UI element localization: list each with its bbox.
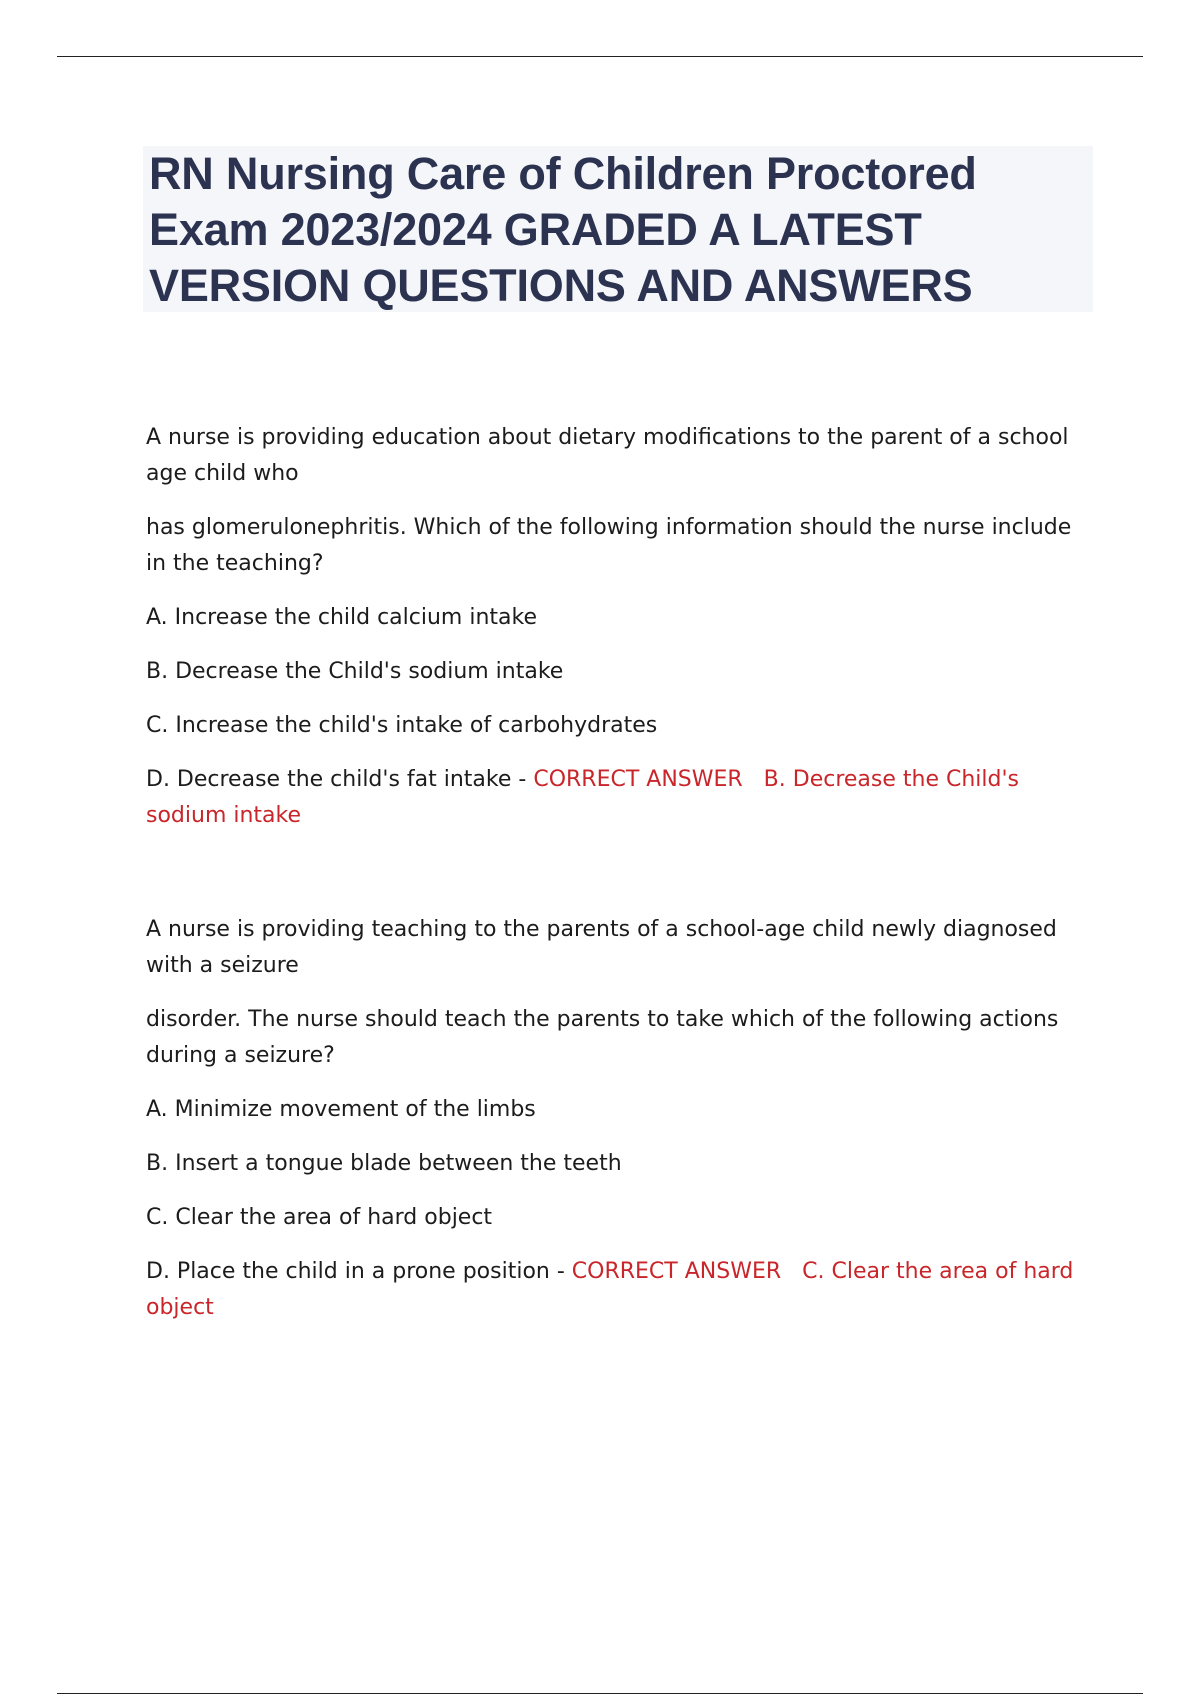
option-a: A. Increase the child calcium intake <box>146 605 537 630</box>
option-a: A. Minimize movement of the limbs <box>146 1097 536 1122</box>
option-b: B. Insert a tongue blade between the teeth <box>146 1151 622 1176</box>
question-stem-line2: has glomerulonephritis. Which of the following information should the nurse include in the teaching? <box>146 515 1072 576</box>
option-d <box>146 762 1096 834</box>
document-content <box>146 420 1096 1404</box>
correct-answer-text: C. Clear the area of hard object <box>146 1259 1074 1320</box>
option-d-text: D. Place the child in a prone position - <box>146 1259 572 1284</box>
document-title: RN Nursing Care of Children Proctored Exam 2023/2024 GRADED A LATEST VERSION QUESTIONS AND ANSWERS <box>149 148 977 311</box>
question-stem-line1: A nurse is providing education about dietary modifications to the parent of a school age child who <box>146 425 1069 486</box>
question-stem-line2: disorder. The nurse should teach the parents to take which of the following actions during a seizure? <box>146 1007 1059 1068</box>
question-1 <box>146 420 1096 834</box>
option-d <box>146 1254 1096 1326</box>
option-d-text: D. Decrease the child's fat intake - <box>146 767 534 792</box>
option-c: C. Clear the area of hard object <box>146 1205 493 1230</box>
question-stem-line1: A nurse is providing teaching to the parents of a school-age child newly diagnosed with a seizure <box>146 917 1057 978</box>
correct-answer-label: CORRECT ANSWER <box>533 767 743 792</box>
question-2 <box>146 912 1096 1326</box>
correct-answer-text: B. Decrease the Child's sodium intake <box>146 767 1019 828</box>
title-box <box>143 146 1093 312</box>
option-b: B. Decrease the Child's sodium intake <box>146 659 564 684</box>
option-c: C. Increase the child's intake of carbohydrates <box>146 713 658 738</box>
correct-answer-label: CORRECT ANSWER <box>571 1259 782 1284</box>
header-rule <box>57 56 1143 57</box>
footer-rule <box>57 1693 1143 1694</box>
